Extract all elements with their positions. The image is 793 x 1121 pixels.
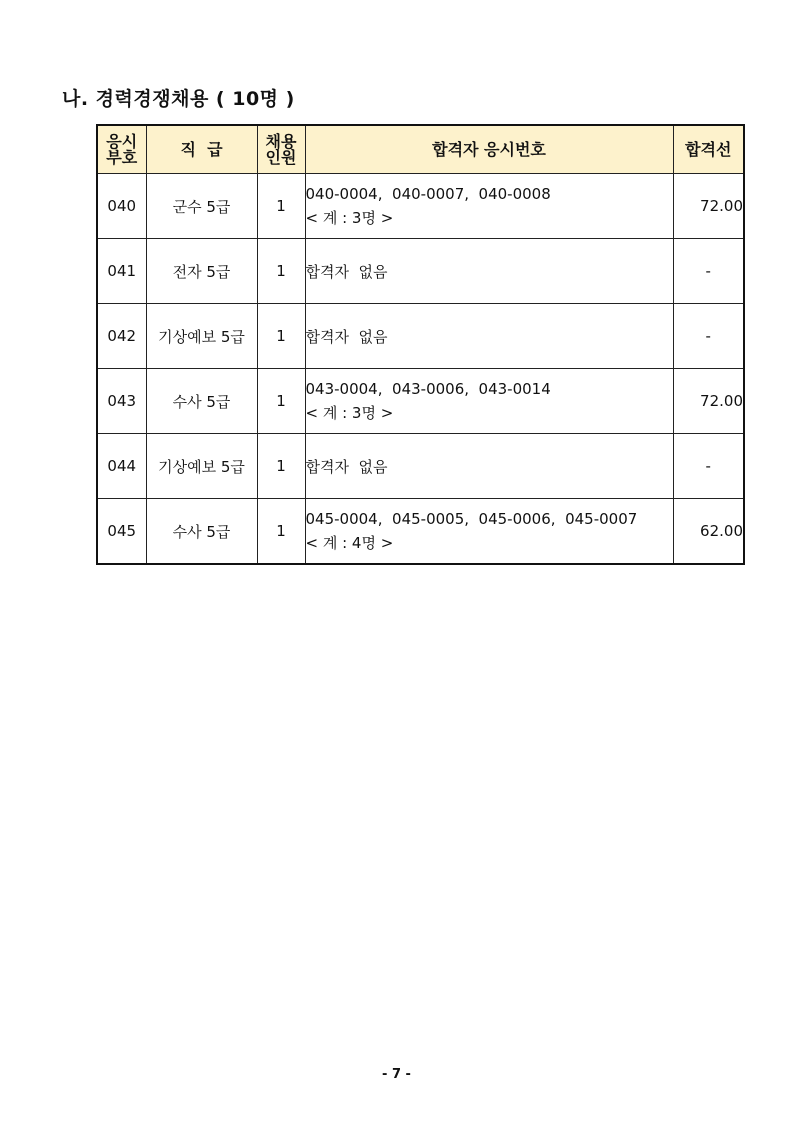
grade-cell: 수사 5급 [146,369,257,434]
header-exam-code: 응시 부호 [97,125,146,174]
passed-numbers-cell [305,239,673,304]
hires-cell: 1 [257,499,305,565]
exam-code-cell: 044 [97,434,146,499]
header-grade: 직 급 [146,125,257,174]
grade-cell: 수사 5급 [146,499,257,565]
table-row [97,499,744,565]
passed-count: < 계 : 3명 > [305,209,394,227]
section-title: 나. 경력경쟁채용 ( 10명 ) [62,88,295,110]
hires-cell: 1 [257,304,305,369]
exam-code-cell: 042 [97,304,146,369]
table-header-row [97,125,744,174]
cutoff-cell: - [673,304,744,369]
passed-numbers-cell [305,304,673,369]
hires-cell: 1 [257,369,305,434]
hires-cell: 1 [257,434,305,499]
passed-numbers-list: 040-0004, 040-0007, 040-0008 [305,185,551,203]
header-hires: 채용 인원 [257,125,305,174]
no-passers-text: 합격자 없음 [305,327,388,346]
passed-numbers-cell [305,174,673,239]
cutoff-cell: - [673,434,744,499]
grade-cell: 군수 5급 [146,174,257,239]
passed-numbers-list: 045-0004, 045-0005, 045-0006, 045-0007 [305,510,638,528]
cutoff-cell: 72.00 [673,174,744,239]
passed-numbers-cell [305,434,673,499]
passed-numbers-list: 043-0004, 043-0006, 043-0014 [305,380,551,398]
table-row [97,174,744,239]
passed-numbers-cell [305,369,673,434]
passed-count: < 계 : 3명 > [305,404,394,422]
grade-cell: 전자 5급 [146,239,257,304]
results-table [96,124,745,565]
exam-code-cell: 043 [97,369,146,434]
hires-cell: 1 [257,174,305,239]
cutoff-cell: - [673,239,744,304]
exam-code-cell: 045 [97,499,146,565]
page-number: - 7 - [382,1067,411,1082]
exam-code-cell: 041 [97,239,146,304]
table-row [97,369,744,434]
table-row [97,304,744,369]
grade-cell: 기상예보 5급 [146,304,257,369]
exam-code-cell: 040 [97,174,146,239]
passed-numbers-cell [305,499,673,565]
table-row [97,239,744,304]
header-cutoff: 합격선 [673,125,744,174]
grade-cell: 기상예보 5급 [146,434,257,499]
no-passers-text: 합격자 없음 [305,262,388,281]
no-passers-text: 합격자 없음 [305,457,388,476]
passed-count: < 계 : 4명 > [305,534,394,552]
table-row [97,434,744,499]
hires-cell: 1 [257,239,305,304]
cutoff-cell: 72.00 [673,369,744,434]
header-passed-numbers: 합격자 응시번호 [305,125,673,174]
cutoff-cell: 62.00 [673,499,744,565]
